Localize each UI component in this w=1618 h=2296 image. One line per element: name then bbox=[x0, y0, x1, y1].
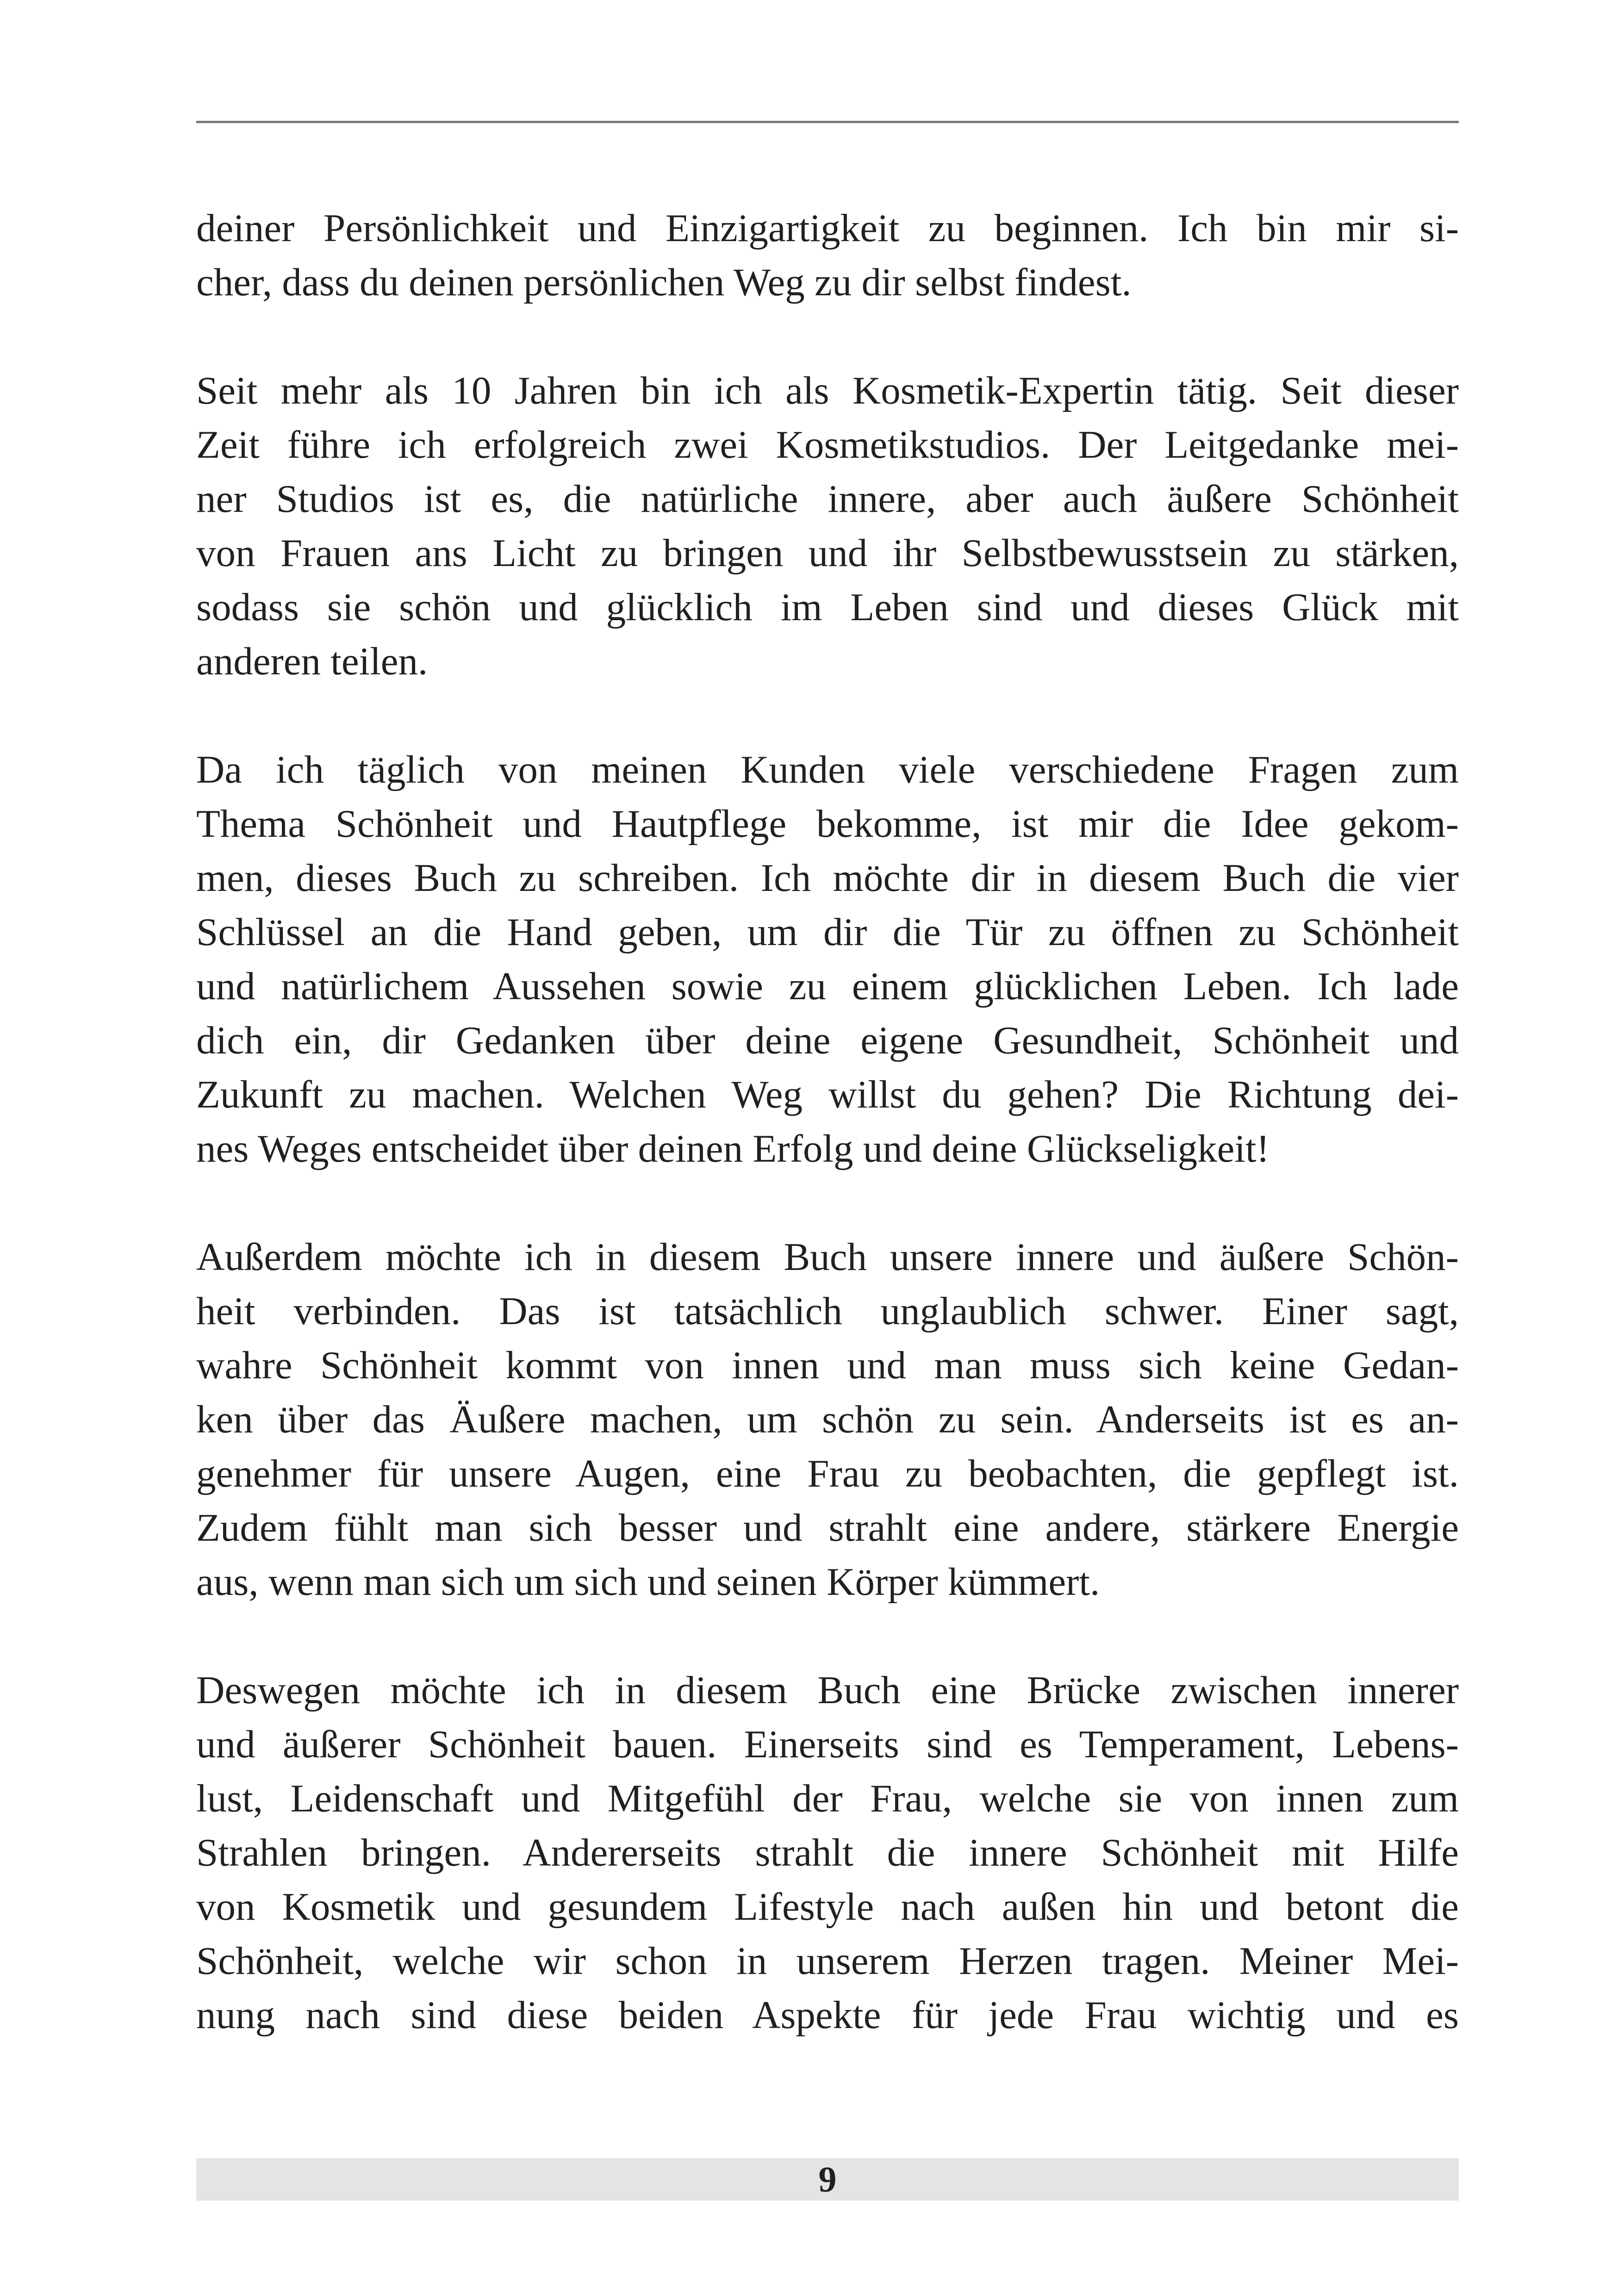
paragraph-5 bbox=[196, 1663, 1459, 2042]
text-line: Schlüssel an die Hand geben, um dir die Tür zu öffnen zu Schönheit bbox=[196, 910, 1459, 954]
text-line: deiner Persönlichkeit und Einzigartigkeit zu beginnen. Ich bin mir si- bbox=[196, 206, 1459, 250]
text-line: Schönheit, welche wir schon in unserem Herzen tragen. Meiner Mei- bbox=[196, 1939, 1459, 1983]
text-line: nes Weges entscheidet über deinen Erfolg und deine Glückseligkeit! bbox=[196, 1127, 1270, 1170]
text-line: ner Studios ist es, die natürliche innere, aber auch äußere Schönheit bbox=[196, 477, 1459, 521]
text-line: aus, wenn man sich um sich und seinen Körper kümmert. bbox=[196, 1560, 1100, 1604]
text-line: Seit mehr als 10 Jahren bin ich als Kosmetik-Expertin tätig. Seit dieser bbox=[196, 369, 1459, 412]
text-line: Thema Schönheit und Hautpflege bekomme, ist mir die Idee gekom- bbox=[196, 802, 1459, 846]
paragraph-2 bbox=[196, 364, 1459, 689]
text-line: Strahlen bringen. Andererseits strahlt die innere Schönheit mit Hilfe bbox=[196, 1831, 1459, 1874]
text-line: von Frauen ans Licht zu bringen und ihr Selbstbewusstsein zu stärken, bbox=[196, 531, 1459, 575]
text-line: ken über das Äußere machen, um schön zu sein. Anderseits ist es an- bbox=[196, 1398, 1459, 1441]
footer-bar bbox=[196, 2158, 1459, 2201]
text-line: und äußerer Schönheit bauen. Einerseits sind es Temperament, Lebens- bbox=[196, 1723, 1459, 1766]
paragraph-3 bbox=[196, 743, 1459, 1176]
header-rule bbox=[196, 121, 1459, 123]
text-line: Zukunft zu machen. Welchen Weg willst du gehen? Die Richtung dei- bbox=[196, 1073, 1459, 1116]
paragraph-1 bbox=[196, 201, 1459, 310]
text-line: Außerdem möchte ich in diesem Buch unsere innere und äußere Schön- bbox=[196, 1235, 1459, 1279]
page-number: 9 bbox=[818, 2159, 837, 2199]
text-line: sodass sie schön und glücklich im Leben sind und dieses Glück mit bbox=[196, 585, 1459, 629]
text-line: Zudem fühlt man sich besser und strahlt eine andere, stärkere Energie bbox=[196, 1506, 1459, 1549]
text-line: lust, Leidenschaft und Mitgefühl der Frau, welche sie von innen zum bbox=[196, 1777, 1459, 1820]
text-line: von Kosmetik und gesundem Lifestyle nach außen hin und betont die bbox=[196, 1885, 1459, 1929]
text-line: anderen teilen. bbox=[196, 640, 428, 683]
body-text bbox=[196, 201, 1459, 2042]
text-line: Zeit führe ich erfolgreich zwei Kosmetikstudios. Der Leitgedanke mei- bbox=[196, 423, 1459, 467]
text-line: wahre Schönheit kommt von innen und man muss sich keine Gedan- bbox=[196, 1344, 1459, 1387]
text-line: dich ein, dir Gedanken über deine eigene Gesundheit, Schönheit und bbox=[196, 1019, 1459, 1062]
text-line: cher, dass du deinen persönlichen Weg zu dir selbst findest. bbox=[196, 261, 1132, 304]
text-line: heit verbinden. Das ist tatsächlich unglaublich schwer. Einer sagt, bbox=[196, 1289, 1459, 1333]
text-line: Deswegen möchte ich in diesem Buch eine Brücke zwischen innerer bbox=[196, 1668, 1459, 1712]
text-line: Da ich täglich von meinen Kunden viele verschiedene Fragen zum bbox=[196, 748, 1459, 791]
text-line: nung nach sind diese beiden Aspekte für jede Frau wichtig und es bbox=[196, 1993, 1459, 2037]
text-line: men, dieses Buch zu schreiben. Ich möchte dir in diesem Buch die vier bbox=[196, 856, 1459, 900]
text-line: und natürlichem Aussehen sowie zu einem glücklichen Leben. Ich lade bbox=[196, 964, 1459, 1008]
paragraph-4 bbox=[196, 1230, 1459, 1609]
text-line: genehmer für unsere Augen, eine Frau zu beobachten, die gepflegt ist. bbox=[196, 1452, 1459, 1495]
